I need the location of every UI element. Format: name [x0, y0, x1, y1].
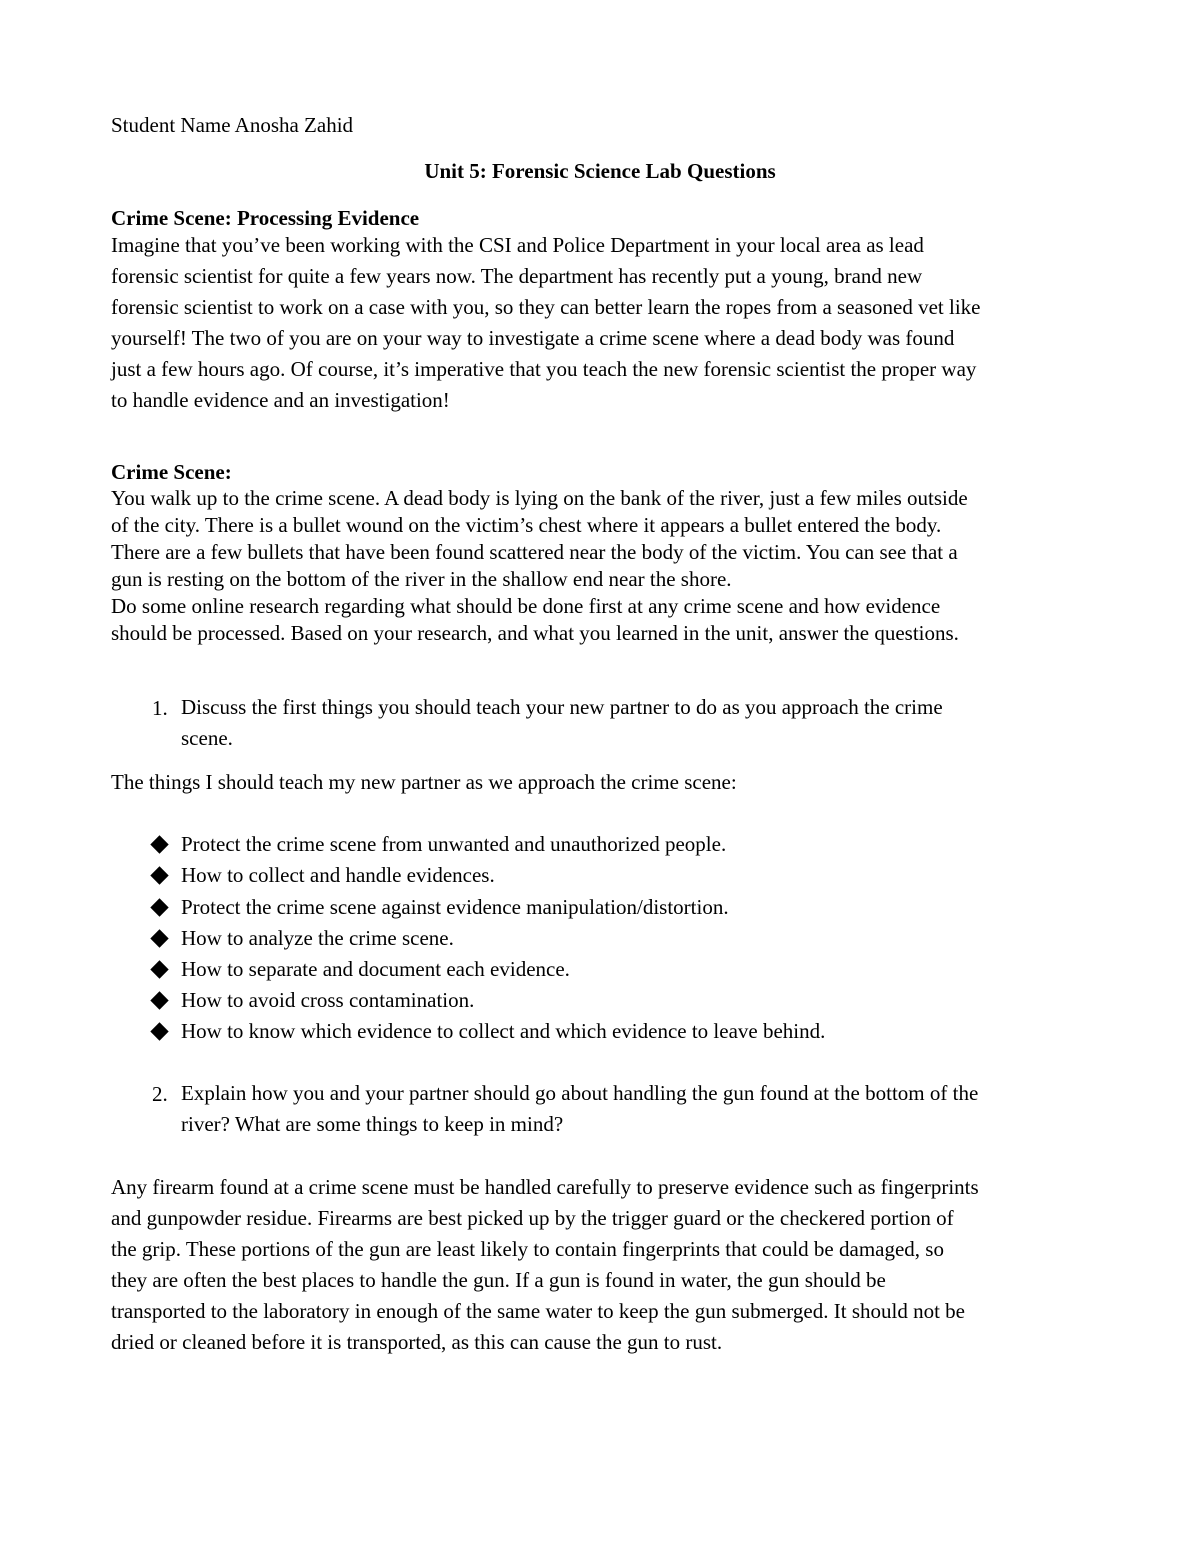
question-line: river? What are some things to keep in mind? — [181, 1112, 564, 1136]
paragraph-line: they are often the best places to handle the gun. If a gun is found in water, the gun should be — [111, 1268, 886, 1292]
question-2-text — [181, 1078, 978, 1140]
paragraph-line: gun is resting on the bottom of the river in the shallow end near the shore. — [111, 567, 732, 591]
list-item-text: Protect the crime scene from unwanted and unauthorized people. — [181, 832, 727, 856]
question-number: 2. — [152, 1082, 168, 1106]
paragraph-line: to handle evidence and an investigation! — [111, 388, 450, 412]
answer-2-paragraph — [111, 1172, 979, 1358]
paragraph-line: and gunpowder residue. Firearms are best picked up by the trigger guard or the checkered portion of — [111, 1206, 954, 1230]
question-line: Discuss the first things you should teach your new partner to do as you approach the crime — [181, 695, 943, 719]
student-name: Student Name Anosha Zahid — [111, 113, 354, 137]
intro-paragraph — [111, 230, 980, 416]
section-heading-processing-evidence: Crime Scene: Processing Evidence — [111, 206, 420, 230]
question-1-text — [181, 692, 943, 754]
answer-1-intro: The things I should teach my new partner as we approach the crime scene: — [111, 770, 737, 794]
list-item-text: How to avoid cross contamination. — [181, 988, 475, 1012]
diamond-bullet-icon — [150, 866, 168, 884]
crime-scene-paragraph — [111, 485, 968, 647]
list-item-text: Protect the crime scene against evidence manipulation/distortion. — [181, 895, 729, 919]
list-item-text: How to separate and document each evidence. — [181, 957, 570, 981]
paragraph-line: should be processed. Based on your research, and what you learned in the unit, answer the questions. — [111, 621, 959, 645]
paragraph-line: just a few hours ago. Of course, it’s imperative that you teach the new forensic scientist the proper way — [111, 357, 977, 381]
list-item-text: How to analyze the crime scene. — [181, 926, 454, 950]
paragraph-line: Do some online research regarding what should be done first at any crime scene and how evidence — [111, 594, 941, 618]
diamond-bullet-icon — [150, 1022, 168, 1040]
paragraph-line: dried or cleaned before it is transported, as this can cause the gun to rust. — [111, 1330, 723, 1354]
paragraph-line: Any firearm found at a crime scene must be handled carefully to preserve evidence such as fingerprints — [111, 1175, 979, 1199]
diamond-bullet-icon — [150, 898, 168, 916]
question-number: 1. — [152, 696, 168, 720]
paragraph-line: forensic scientist for quite a few years now. The department has recently put a young, brand new — [111, 264, 923, 288]
paragraph-line: Imagine that you’ve been working with the CSI and Police Department in your local area as lead — [111, 233, 924, 257]
paragraph-line: You walk up to the crime scene. A dead body is lying on the bank of the river, just a few miles outside — [111, 486, 968, 510]
question-line: scene. — [181, 726, 233, 750]
paragraph-line: of the city. There is a bullet wound on the victim’s chest where it appears a bullet entered the body. — [111, 513, 942, 537]
paragraph-line: forensic scientist to work on a case with you, so they can better learn the ropes from a seasoned vet like — [111, 295, 981, 319]
page-title: Unit 5: Forensic Science Lab Questions — [424, 159, 776, 183]
diamond-bullet-icon — [150, 835, 168, 853]
section-heading-crime-scene: Crime Scene: — [111, 460, 232, 484]
diamond-bullet-icon — [150, 991, 168, 1009]
paragraph-line: the grip. These portions of the gun are least likely to contain fingerprints that could be damaged, so — [111, 1237, 944, 1261]
paragraph-line: There are a few bullets that have been found scattered near the body of the victim. You can see that a — [111, 540, 958, 564]
list-item-text: How to know which evidence to collect and which evidence to leave behind. — [181, 1019, 826, 1043]
diamond-bullet-icon — [150, 960, 168, 978]
question-line: Explain how you and your partner should go about handling the gun found at the bottom of the — [181, 1081, 979, 1105]
diamond-bullet-icon — [150, 929, 168, 947]
paragraph-line: yourself! The two of you are on your way to investigate a crime scene where a dead body was found — [111, 326, 955, 350]
paragraph-line: transported to the laboratory in enough of the same water to keep the gun submerged. It should not be — [111, 1299, 965, 1323]
list-item-text: How to collect and handle evidences. — [181, 863, 495, 887]
